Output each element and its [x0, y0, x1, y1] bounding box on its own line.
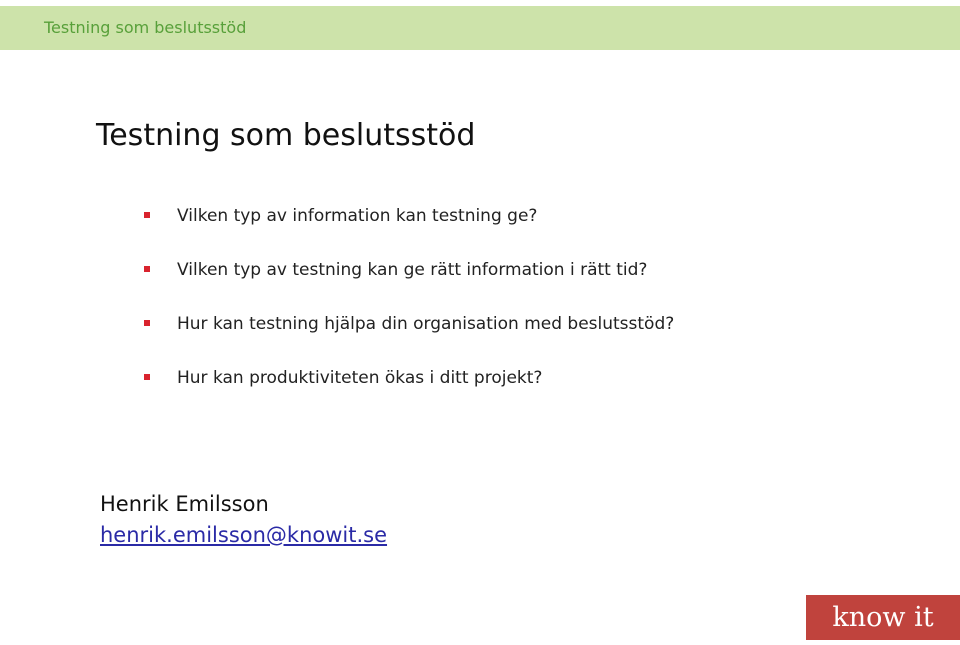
contact-name: Henrik Emilsson	[100, 492, 269, 516]
slide-title: Testning som beslutsstöd	[96, 118, 476, 153]
bullet-text: Vilken typ av information kan testning ge?	[177, 206, 538, 226]
header-title: Testning som beslutsstöd	[44, 18, 247, 37]
knowit-logo	[806, 595, 960, 640]
logo-text: know it	[832, 602, 934, 633]
bullet-text: Vilken typ av testning kan ge rätt information i rätt tid?	[177, 260, 648, 280]
bullet-text: Hur kan produktiviteten ökas i ditt projekt?	[177, 368, 543, 388]
square-bullet-icon	[144, 374, 150, 380]
contact-email-link[interactable]: henrik.emilsson@knowit.se	[100, 523, 388, 547]
square-bullet-icon	[144, 212, 150, 218]
square-bullet-icon	[144, 266, 150, 272]
square-bullet-icon	[144, 320, 150, 326]
bullet-text: Hur kan testning hjälpa din organisation med beslutsstöd?	[177, 314, 675, 334]
